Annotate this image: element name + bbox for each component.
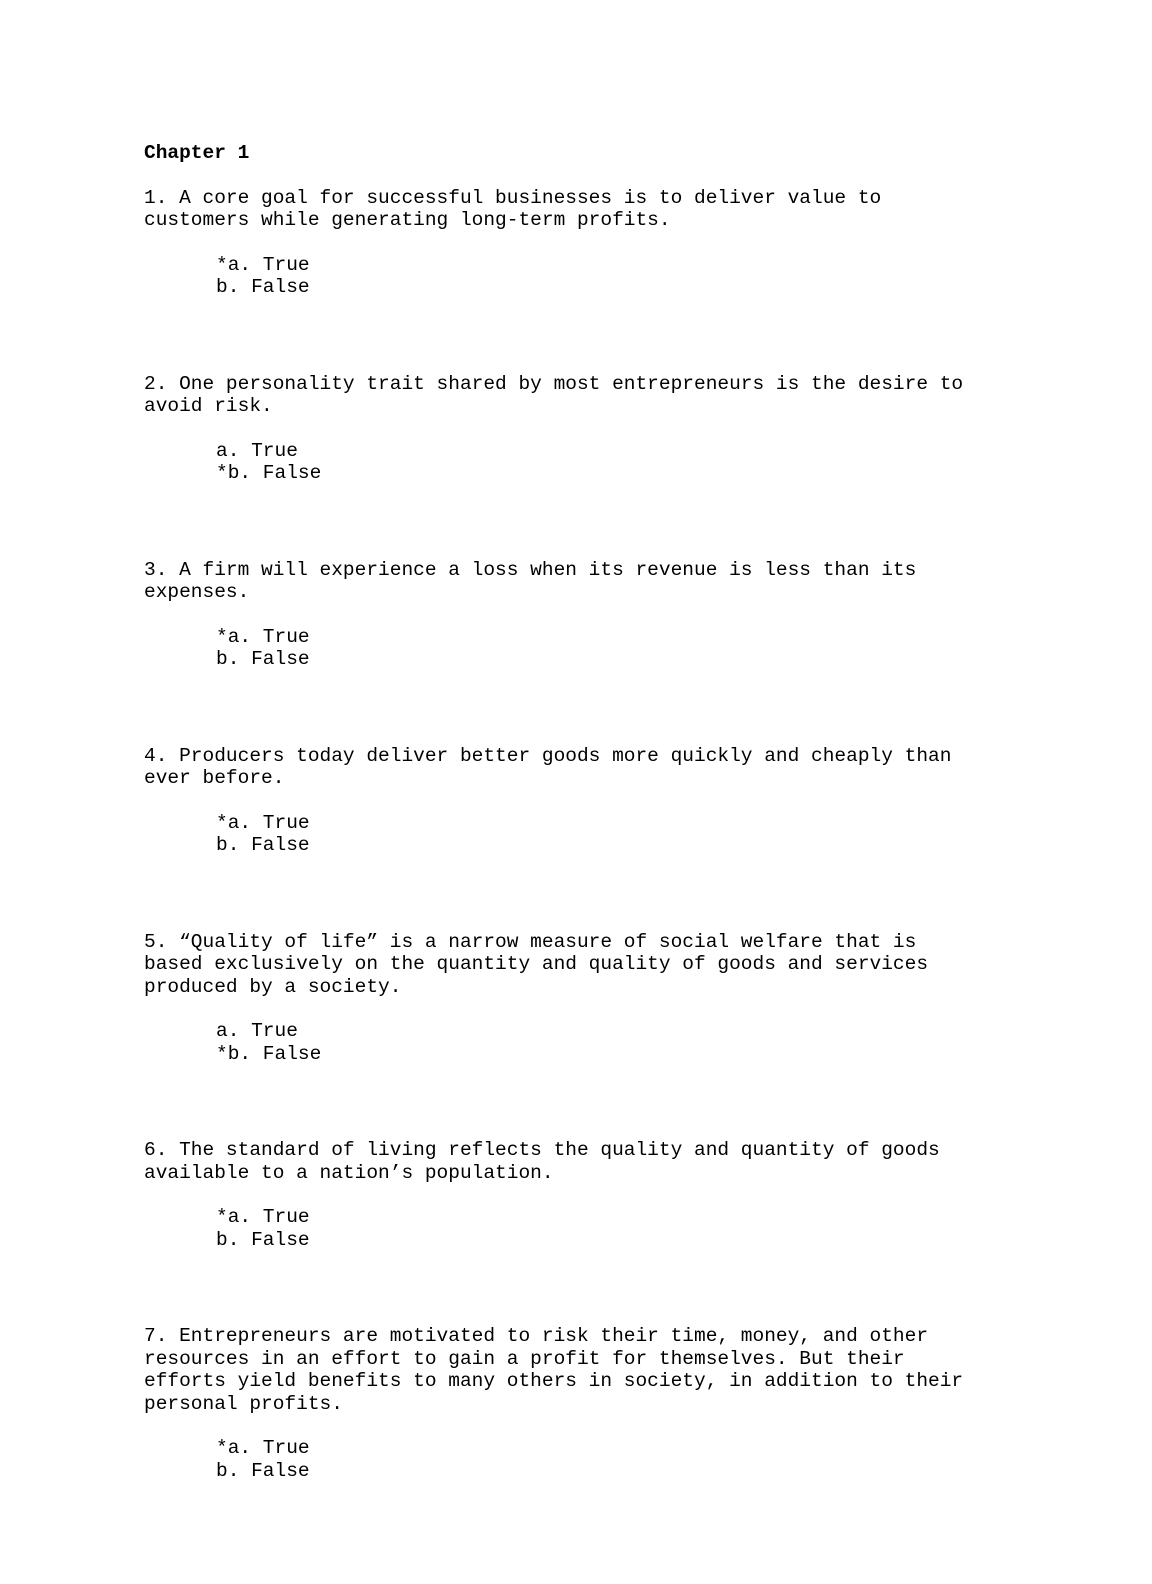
option-a: *a. True: [216, 1437, 310, 1459]
question-4: [144, 745, 1024, 857]
option-b: b. False: [216, 648, 310, 670]
question-text: 5. “Quality of life” is a narrow measure of social welfare that is based exclusively on the quantity and quality of goods and services produced by a society.: [144, 930, 929, 998]
option-b: *b. False: [216, 1042, 322, 1065]
document-content: [144, 142, 1024, 1482]
question-text: 4. Producers today deliver better goods more quickly and cheaply than ever before.: [144, 744, 952, 789]
question-spacer: [144, 299, 1024, 373]
answer-options: [216, 626, 1024, 671]
option-b: b. False: [216, 276, 310, 298]
question-2: [144, 373, 1024, 485]
question-spacer: [144, 1251, 1024, 1325]
question-6: [144, 1139, 1024, 1251]
chapter-title: Chapter 1: [144, 142, 250, 164]
question-text: 7. Entrepreneurs are motivated to risk their time, money, and other resources in an effort to gain a profit for themselves. But their efforts yield benefits to many others in society, in addition to their personal profits.: [144, 1325, 964, 1415]
question-text: 3. A firm will experience a loss when its revenue is less than its expenses.: [144, 558, 917, 603]
question-spacer: [144, 671, 1024, 745]
question-text: 6. The standard of living reflects the quality and quantity of goods available to a nation’s population.: [144, 1139, 940, 1184]
answer-options: [216, 254, 1024, 299]
option-a: a. True: [216, 439, 298, 462]
option-a: *a. True: [216, 811, 310, 834]
question-text: 1. A core goal for successful businesses is to deliver value to customers while generating long-term profits.: [144, 186, 882, 231]
question-3: [144, 559, 1024, 671]
answer-options: [216, 1020, 1024, 1065]
question-spacer: [144, 1065, 1024, 1139]
question-7: [144, 1325, 1024, 1482]
answer-options: [216, 812, 1024, 857]
question-spacer: [144, 857, 1024, 931]
answer-options: [216, 1437, 1024, 1482]
question-1: [144, 187, 1024, 299]
option-a: *a. True: [216, 253, 310, 276]
option-a: a. True: [216, 1020, 298, 1042]
option-a: *a. True: [216, 625, 310, 648]
answer-options: [216, 440, 1024, 485]
option-b: b. False: [216, 1228, 310, 1251]
option-b: b. False: [216, 1459, 310, 1482]
question-spacer: [144, 485, 1024, 559]
option-a: *a. True: [216, 1206, 310, 1228]
option-b: b. False: [216, 834, 310, 856]
answer-options: [216, 1206, 1024, 1251]
question-text: 2. One personality trait shared by most entrepreneurs is the desire to avoid risk.: [144, 372, 964, 417]
question-5: [144, 931, 1024, 1066]
option-b: *b. False: [216, 462, 322, 484]
